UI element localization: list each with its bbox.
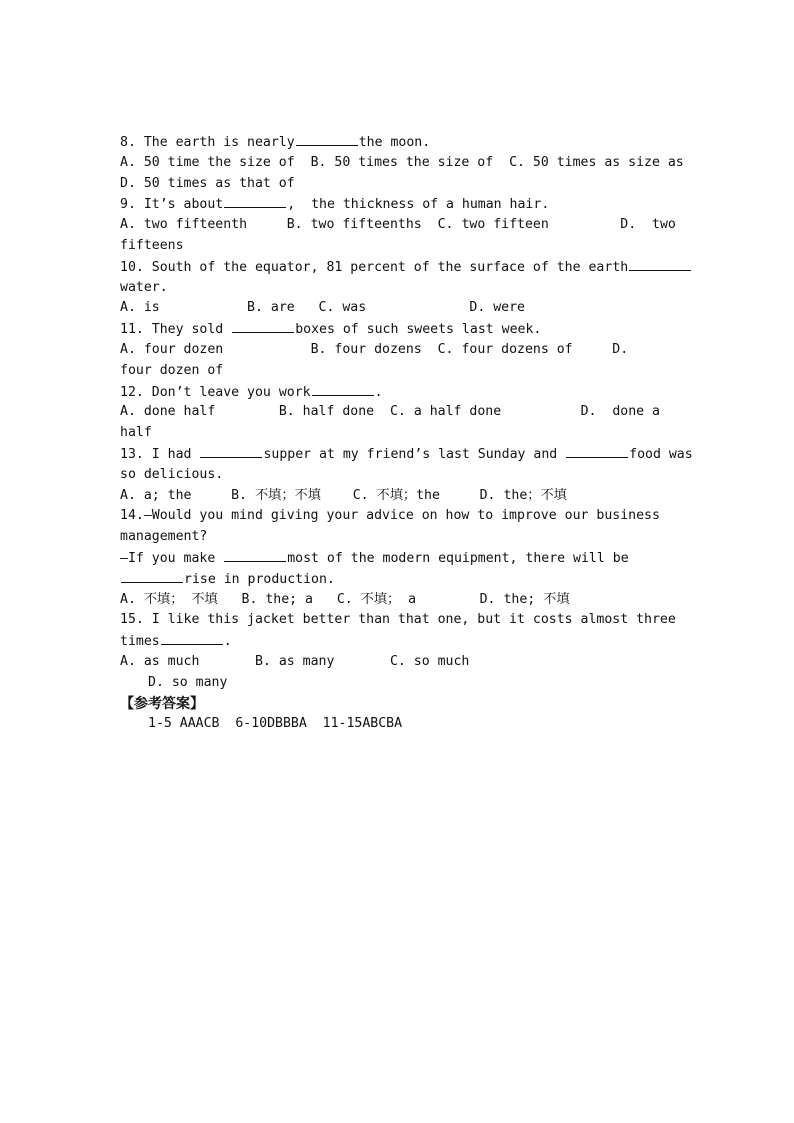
answer-blank (566, 444, 628, 458)
question-number: 11. (120, 322, 144, 338)
answer-blank (224, 548, 286, 562)
question-stem: I like this jacket better than that one, but it costs almost three (151, 612, 676, 628)
option-c: 50 times as size as (532, 154, 684, 170)
option-a: four dozen (143, 341, 224, 357)
question-stem: most of the modern equipment, there will be (287, 550, 629, 566)
option-b: 不填；不填 (255, 487, 321, 503)
option-d: the；不填 (503, 487, 567, 503)
option-d-label: D. (620, 217, 637, 233)
answer-blank (629, 257, 691, 271)
options-line: A. 不填； 不填 B. the; a C. 不填； a D. the; 不填 (120, 591, 570, 607)
question-stem: rise in production. (184, 571, 335, 587)
option-d: 50 times as that of (143, 175, 295, 191)
question-stem: —Would you mind giving your advice on how to improve our business (143, 508, 660, 524)
answer-blank (200, 444, 262, 458)
question-stem: water. (120, 279, 168, 295)
option-d-label: D. (580, 404, 597, 420)
question-11 (120, 319, 676, 340)
option-a: a; the (143, 487, 192, 503)
options-line: D. so many (148, 674, 228, 690)
option-d-label: D. (612, 341, 629, 357)
option-a: is (143, 300, 160, 316)
question-stem: I had (151, 446, 192, 462)
answer-heading: 【参考答案】 (120, 695, 204, 712)
question-stem: . (223, 634, 232, 650)
options-line: A. done half B. half done C. a half done D. done a (120, 404, 660, 420)
question-14 (120, 506, 676, 527)
question-number: 15. (120, 612, 144, 628)
question-number: 14. (120, 508, 144, 524)
question-8 (120, 132, 676, 153)
question-12 (120, 382, 676, 403)
question-stem: , the thickness of a human hair. (287, 197, 550, 213)
question-stem: food was (629, 446, 693, 462)
question-stem: The earth is nearly (143, 135, 295, 150)
answer-blank (296, 132, 358, 146)
options-line: D. 50 times as that of (120, 175, 295, 191)
options-line (120, 423, 676, 444)
question-stem-continued (120, 278, 676, 299)
option-d: the; 不填 (503, 591, 570, 607)
option-b: half done (302, 404, 375, 420)
question-stem-continued (120, 569, 676, 590)
option-d: two (652, 217, 676, 233)
option-d-continued: fifteens (120, 237, 184, 253)
question-stem: supper at my friend’s last Sunday and (263, 446, 558, 462)
options-line (120, 236, 676, 257)
question-stem-continued (120, 548, 676, 569)
answer-blank (232, 319, 294, 333)
question-stem-continued (120, 465, 676, 486)
option-a: as much (143, 653, 200, 669)
question-stem-continued (120, 527, 676, 548)
option-a: two fifteenth (143, 217, 248, 233)
option-c: so much (413, 653, 470, 669)
options-line: A. 50 time the size of B. 50 times the size of C. 50 times as size as (120, 154, 684, 170)
option-b: as many (278, 653, 335, 669)
question-number: 9. (120, 197, 136, 213)
option-c: a half done (413, 404, 502, 420)
option-d: done a (612, 404, 660, 420)
answer-blank (121, 569, 183, 583)
options-line: A. as much B. as many C. so much (120, 653, 470, 669)
answer-blank (312, 382, 374, 396)
question-stem: . (374, 384, 383, 400)
question-number: 10. (120, 259, 144, 275)
option-c: was (342, 300, 367, 316)
question-15 (120, 610, 676, 631)
exercise-page (120, 132, 693, 735)
question-stem-continued (120, 631, 676, 652)
option-a: 不填； 不填 (143, 591, 218, 607)
option-c: four dozens of (461, 341, 573, 357)
question-stem: the moon. (358, 135, 431, 150)
option-a: done half (143, 404, 216, 420)
question-stem: times (120, 634, 160, 650)
option-c: two fifteen (461, 217, 549, 233)
option-b: two fifteenths (310, 217, 422, 233)
option-b: are (270, 300, 295, 316)
options-line: A. four dozen B. four dozens C. four dozens of D. (120, 341, 629, 357)
options-line: A. is B. are C. was D. were (120, 300, 525, 316)
question-number: 13. (120, 446, 144, 462)
question-stem: Don’t leave you work (151, 384, 311, 400)
option-c: 不填；the (376, 487, 440, 503)
answer-key: 1-5 AAACB 6-10DBBBA 11-15ABCBA (148, 716, 403, 732)
question-stem: It’s about (143, 197, 224, 213)
question-9 (120, 194, 676, 215)
question-stem: management? (120, 529, 208, 545)
question-number: 12. (120, 384, 144, 400)
option-b: the; a (265, 591, 313, 607)
question-13 (120, 444, 693, 465)
option-d-continued: half (120, 425, 152, 441)
question-stem: boxes of such sweets last week. (295, 322, 542, 338)
options-line: A. two fifteenth B. two fifteenths C. two fifteen D. two (120, 217, 676, 233)
option-b: four dozens (334, 341, 422, 357)
question-number: 8. (120, 135, 136, 150)
option-a: 50 time the size of (143, 154, 295, 170)
options-line (120, 361, 676, 382)
option-b: 50 times the size of (334, 154, 494, 170)
answer-blank (224, 194, 286, 208)
question-stem: so delicious. (120, 466, 224, 482)
option-d: were (493, 300, 525, 316)
option-c: 不填； a (360, 591, 417, 607)
question-10 (120, 257, 676, 278)
question-stem: They sold (151, 322, 224, 338)
answer-blank (161, 631, 223, 645)
question-stem: —If you make (120, 550, 216, 566)
question-stem: South of the equator, 81 percent of the surface of the earth (151, 259, 629, 275)
options-line: A. a; the B. 不填；不填 C. 不填；the D. the；不填 (120, 487, 567, 503)
option-d: so many (171, 674, 228, 690)
option-d: four dozen of (120, 362, 224, 378)
